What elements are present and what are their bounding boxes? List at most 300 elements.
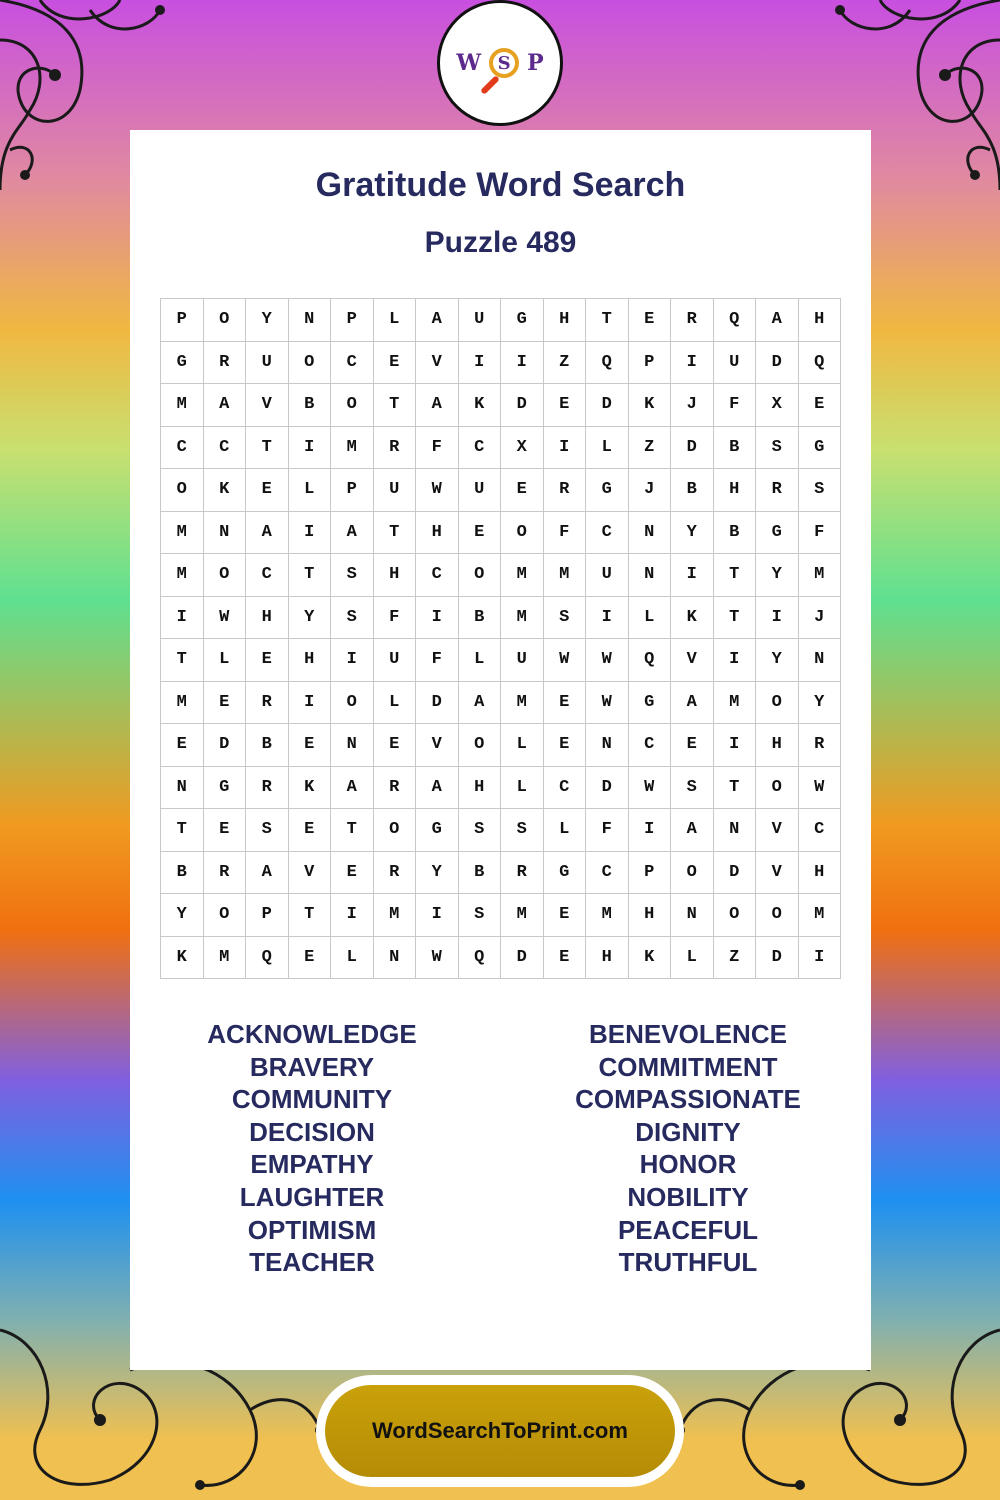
grid-cell[interactable]: Z (628, 426, 671, 469)
grid-cell[interactable]: B (458, 596, 501, 639)
grid-cell[interactable]: T (161, 809, 204, 852)
grid-cell[interactable]: I (586, 596, 629, 639)
word-item: TRUTHFUL (618, 1247, 758, 1278)
grid-cell[interactable]: F (416, 639, 459, 682)
grid-cell[interactable]: R (543, 469, 586, 512)
grid-cell[interactable]: P (331, 469, 374, 512)
grid-cell[interactable]: M (798, 894, 841, 937)
grid-cell[interactable]: C (203, 426, 246, 469)
grid-cell[interactable]: I (161, 596, 204, 639)
grid-cell[interactable]: N (628, 511, 671, 554)
grid-cell[interactable]: H (543, 299, 586, 342)
grid-cell[interactable]: V (416, 724, 459, 767)
grid-cell[interactable]: O (288, 341, 331, 384)
grid-cell[interactable]: I (798, 936, 841, 979)
footer-link[interactable] (325, 1385, 675, 1477)
grid-cell[interactable]: W (628, 766, 671, 809)
grid-cell[interactable]: C (586, 511, 629, 554)
grid-cell[interactable]: S (756, 426, 799, 469)
word-item: COMMUNITY (231, 1084, 393, 1115)
grid-cell[interactable]: U (458, 299, 501, 342)
grid-cell[interactable]: T (331, 809, 374, 852)
grid-cell[interactable]: O (756, 681, 799, 724)
grid-cell[interactable]: O (671, 851, 714, 894)
grid-cell[interactable]: S (501, 809, 544, 852)
grid-cell[interactable]: O (331, 681, 374, 724)
word-item: NOBILITY (627, 1181, 749, 1212)
grid-cell[interactable]: H (246, 596, 289, 639)
puzzle-panel (130, 130, 871, 1370)
grid-cell[interactable]: T (713, 554, 756, 597)
grid-cell[interactable]: E (543, 384, 586, 427)
grid-cell[interactable]: R (798, 724, 841, 767)
grid-cell[interactable]: O (501, 511, 544, 554)
grid-cell[interactable]: Y (671, 511, 714, 554)
grid-cell[interactable]: T (246, 426, 289, 469)
grid-cell[interactable]: E (203, 681, 246, 724)
grid-row (161, 384, 841, 427)
grid-cell[interactable]: W (586, 681, 629, 724)
grid-cell[interactable]: I (458, 341, 501, 384)
grid-cell[interactable]: K (628, 384, 671, 427)
grid-cell[interactable]: M (203, 936, 246, 979)
site-logo[interactable] (437, 0, 563, 126)
grid-cell[interactable]: G (798, 426, 841, 469)
grid-cell[interactable]: G (416, 809, 459, 852)
grid-cell[interactable]: I (331, 894, 374, 937)
grid-cell[interactable]: I (501, 341, 544, 384)
grid-cell[interactable]: A (416, 766, 459, 809)
word-list-right (538, 1018, 838, 1279)
grid-cell[interactable]: D (203, 724, 246, 767)
grid-cell[interactable]: L (543, 809, 586, 852)
grid-cell[interactable]: A (671, 681, 714, 724)
grid-cell[interactable]: L (288, 469, 331, 512)
grid-cell[interactable]: L (458, 639, 501, 682)
grid-cell[interactable]: D (416, 681, 459, 724)
grid-cell[interactable]: F (416, 426, 459, 469)
grid-cell[interactable]: L (331, 936, 374, 979)
grid-cell[interactable]: H (586, 936, 629, 979)
grid-cell[interactable]: H (288, 639, 331, 682)
grid-cell[interactable]: H (713, 469, 756, 512)
grid-cell[interactable]: M (543, 554, 586, 597)
grid-cell[interactable]: O (756, 766, 799, 809)
grid-cell[interactable]: L (501, 724, 544, 767)
grid-cell[interactable]: F (713, 384, 756, 427)
grid-cell[interactable]: I (543, 426, 586, 469)
grid-cell[interactable]: K (458, 384, 501, 427)
grid-cell[interactable]: O (161, 469, 204, 512)
grid-cell[interactable]: M (373, 894, 416, 937)
grid-cell[interactable]: V (288, 851, 331, 894)
grid-cell[interactable]: D (756, 936, 799, 979)
grid-cell[interactable]: B (288, 384, 331, 427)
grid-cell[interactable]: F (586, 809, 629, 852)
grid-cell[interactable]: R (671, 299, 714, 342)
grid-cell[interactable]: L (203, 639, 246, 682)
grid-cell[interactable]: E (628, 299, 671, 342)
grid-cell[interactable]: E (203, 809, 246, 852)
grid-cell[interactable]: N (798, 639, 841, 682)
grid-cell[interactable]: T (288, 554, 331, 597)
grid-cell[interactable]: H (458, 766, 501, 809)
grid-cell[interactable]: J (628, 469, 671, 512)
grid-cell[interactable]: F (798, 511, 841, 554)
grid-cell[interactable]: E (543, 724, 586, 767)
grid-cell[interactable]: W (416, 936, 459, 979)
grid-cell[interactable]: T (373, 384, 416, 427)
grid-cell[interactable]: C (246, 554, 289, 597)
grid-cell[interactable]: U (373, 639, 416, 682)
grid-cell[interactable]: B (671, 469, 714, 512)
grid-cell[interactable]: C (586, 851, 629, 894)
grid-cell[interactable]: M (586, 894, 629, 937)
grid-cell[interactable]: G (161, 341, 204, 384)
grid-row (161, 639, 841, 682)
grid-cell[interactable]: R (373, 851, 416, 894)
grid-cell[interactable]: W (798, 766, 841, 809)
grid-cell[interactable]: Q (246, 936, 289, 979)
grid-cell[interactable]: Q (713, 299, 756, 342)
logo-letter-s: S (497, 52, 511, 74)
grid-cell[interactable]: C (798, 809, 841, 852)
grid-cell[interactable]: N (713, 809, 756, 852)
grid-cell[interactable]: O (713, 894, 756, 937)
grid-cell[interactable]: Q (798, 341, 841, 384)
grid-cell[interactable]: Y (416, 851, 459, 894)
grid-cell[interactable]: C (628, 724, 671, 767)
grid-cell[interactable]: N (203, 511, 246, 554)
grid-row (161, 299, 841, 342)
grid-cell[interactable]: D (671, 426, 714, 469)
grid-cell[interactable]: S (331, 596, 374, 639)
grid-cell[interactable]: M (161, 511, 204, 554)
grid-cell[interactable]: I (671, 341, 714, 384)
grid-cell[interactable]: L (671, 936, 714, 979)
grid-cell[interactable]: D (756, 341, 799, 384)
grid-cell[interactable]: M (161, 554, 204, 597)
grid-cell[interactable]: W (203, 596, 246, 639)
grid-row (161, 936, 841, 979)
grid-cell[interactable]: J (671, 384, 714, 427)
grid-cell[interactable]: A (331, 511, 374, 554)
grid-cell[interactable]: A (416, 299, 459, 342)
grid-cell[interactable]: U (713, 341, 756, 384)
grid-cell[interactable]: E (458, 511, 501, 554)
grid-cell[interactable]: S (458, 809, 501, 852)
grid-cell[interactable]: A (416, 384, 459, 427)
grid-cell[interactable]: S (671, 766, 714, 809)
word-item: PEACEFUL (617, 1214, 759, 1245)
grid-cell[interactable]: W (543, 639, 586, 682)
grid-cell[interactable]: N (671, 894, 714, 937)
grid-cell[interactable]: T (373, 511, 416, 554)
grid-cell[interactable]: I (713, 724, 756, 767)
grid-row (161, 766, 841, 809)
grid-cell[interactable]: E (373, 724, 416, 767)
grid-row (161, 596, 841, 639)
grid-cell[interactable]: H (416, 511, 459, 554)
grid-cell[interactable]: T (713, 596, 756, 639)
grid-cell[interactable]: I (288, 681, 331, 724)
grid-row (161, 809, 841, 852)
grid-cell[interactable]: O (203, 894, 246, 937)
grid-cell[interactable]: P (331, 299, 374, 342)
grid-cell[interactable]: I (713, 639, 756, 682)
grid-cell[interactable]: D (713, 851, 756, 894)
grid-cell[interactable]: F (543, 511, 586, 554)
word-item: ACKNOWLEDGE (207, 1019, 417, 1049)
grid-cell[interactable]: Y (161, 894, 204, 937)
grid-cell[interactable]: Q (628, 639, 671, 682)
grid-cell[interactable]: Q (458, 936, 501, 979)
grid-cell[interactable]: O (756, 894, 799, 937)
grid-cell[interactable]: I (416, 596, 459, 639)
grid-cell[interactable]: E (501, 469, 544, 512)
grid-cell[interactable]: H (628, 894, 671, 937)
grid-row (161, 894, 841, 937)
footer-badge[interactable] (316, 1375, 684, 1487)
grid-cell[interactable]: N (288, 299, 331, 342)
grid-cell[interactable]: D (501, 384, 544, 427)
grid-cell[interactable]: I (416, 894, 459, 937)
word-item: HONOR (639, 1149, 737, 1180)
grid-cell[interactable]: R (203, 851, 246, 894)
grid-cell[interactable]: U (501, 639, 544, 682)
grid-cell[interactable]: E (288, 936, 331, 979)
grid-cell[interactable]: O (458, 554, 501, 597)
grid-cell[interactable]: E (373, 341, 416, 384)
grid-cell[interactable]: U (246, 341, 289, 384)
grid-cell[interactable]: V (671, 639, 714, 682)
grid-cell[interactable]: X (756, 384, 799, 427)
word-item: COMPASSIONATE (575, 1084, 801, 1115)
grid-cell[interactable]: H (798, 299, 841, 342)
grid-cell[interactable]: U (458, 469, 501, 512)
grid-cell[interactable]: W (586, 639, 629, 682)
grid-cell[interactable]: Y (246, 299, 289, 342)
grid-cell[interactable]: R (373, 766, 416, 809)
word-list-left (162, 1018, 462, 1279)
grid-cell[interactable]: T (586, 299, 629, 342)
grid-cell[interactable]: N (628, 554, 671, 597)
grid-cell[interactable]: C (161, 426, 204, 469)
grid-cell[interactable]: R (203, 341, 246, 384)
grid-row (161, 724, 841, 767)
grid-cell[interactable]: U (373, 469, 416, 512)
grid-cell[interactable]: S (246, 809, 289, 852)
logo-letter-p: P (527, 50, 544, 76)
grid-cell[interactable]: Y (288, 596, 331, 639)
grid-row (161, 681, 841, 724)
grid-cell[interactable]: Z (543, 341, 586, 384)
grid-cell[interactable]: M (798, 554, 841, 597)
grid-cell[interactable]: M (331, 426, 374, 469)
grid-row (161, 511, 841, 554)
grid-cell[interactable]: U (586, 554, 629, 597)
word-item: LAUGHTER (239, 1181, 385, 1212)
grid-cell[interactable]: E (161, 724, 204, 767)
logo-letter-w: W (456, 50, 482, 76)
grid-cell[interactable]: A (756, 299, 799, 342)
grid-cell[interactable]: M (161, 384, 204, 427)
grid-cell[interactable]: A (458, 681, 501, 724)
grid-cell[interactable]: G (756, 511, 799, 554)
grid-row (161, 426, 841, 469)
grid-cell[interactable]: H (756, 724, 799, 767)
footer-site-name: WordSearchToPrint.com (372, 1418, 628, 1443)
grid-cell[interactable]: G (628, 681, 671, 724)
grid-cell[interactable]: S (458, 894, 501, 937)
grid-cell[interactable]: L (628, 596, 671, 639)
word-item: OPTIMISM (247, 1214, 377, 1245)
grid-cell[interactable]: B (458, 851, 501, 894)
grid-cell[interactable]: Y (756, 639, 799, 682)
grid-cell[interactable]: L (586, 426, 629, 469)
grid-cell[interactable]: E (543, 894, 586, 937)
grid-cell[interactable]: V (756, 851, 799, 894)
puzzle-number: Puzzle 489 (424, 226, 577, 259)
grid-cell[interactable]: H (373, 554, 416, 597)
grid-cell[interactable]: L (373, 681, 416, 724)
grid-cell[interactable]: A (671, 809, 714, 852)
magnifier-icon (489, 48, 519, 78)
grid-cell[interactable]: E (543, 936, 586, 979)
grid-cell[interactable]: S (543, 596, 586, 639)
grid-cell[interactable]: I (288, 426, 331, 469)
grid-cell[interactable]: V (246, 384, 289, 427)
grid-cell[interactable]: D (586, 384, 629, 427)
grid-cell[interactable]: O (331, 384, 374, 427)
grid-cell[interactable]: X (501, 426, 544, 469)
grid-cell[interactable]: G (586, 469, 629, 512)
grid-cell[interactable]: T (288, 894, 331, 937)
grid-cell[interactable]: E (543, 681, 586, 724)
grid-cell[interactable]: M (501, 596, 544, 639)
grid-cell[interactable]: E (288, 809, 331, 852)
grid-cell[interactable]: G (501, 299, 544, 342)
grid-cell[interactable]: A (203, 384, 246, 427)
grid-cell[interactable]: I (288, 511, 331, 554)
grid-cell[interactable]: V (416, 341, 459, 384)
grid-cell[interactable]: S (798, 469, 841, 512)
grid-cell[interactable]: I (671, 554, 714, 597)
grid-cell[interactable]: L (501, 766, 544, 809)
grid-cell[interactable]: A (246, 851, 289, 894)
grid-cell[interactable]: A (331, 766, 374, 809)
grid-cell[interactable]: O (458, 724, 501, 767)
grid-cell[interactable]: D (501, 936, 544, 979)
word-item: TEACHER (249, 1247, 375, 1278)
word-item: BRAVERY (249, 1051, 375, 1082)
grid-cell[interactable]: R (246, 681, 289, 724)
grid-cell[interactable]: O (373, 809, 416, 852)
grid-cell[interactable]: K (203, 469, 246, 512)
grid-cell[interactable]: O (203, 554, 246, 597)
grid-cell[interactable]: Z (713, 936, 756, 979)
grid-cell[interactable]: P (628, 851, 671, 894)
word-item: DECISION (249, 1116, 375, 1147)
grid-cell[interactable]: K (288, 766, 331, 809)
letter-grid (160, 298, 841, 979)
grid-cell[interactable]: K (628, 936, 671, 979)
word-item: DIGNITY (635, 1116, 741, 1147)
grid-cell[interactable]: B (713, 511, 756, 554)
grid-cell[interactable]: M (713, 681, 756, 724)
grid-cell[interactable]: B (246, 724, 289, 767)
grid-cell[interactable]: Q (586, 341, 629, 384)
grid-cell[interactable]: P (628, 341, 671, 384)
grid-cell[interactable]: D (586, 766, 629, 809)
grid-cell[interactable]: C (416, 554, 459, 597)
grid-cell[interactable]: T (713, 766, 756, 809)
grid-cell[interactable]: J (798, 596, 841, 639)
grid-cell[interactable]: P (161, 299, 204, 342)
grid-cell[interactable]: E (246, 469, 289, 512)
grid-cell[interactable]: P (246, 894, 289, 937)
grid-cell[interactable]: I (756, 596, 799, 639)
grid-cell[interactable]: F (373, 596, 416, 639)
grid-cell[interactable]: R (246, 766, 289, 809)
grid-cell[interactable]: V (756, 809, 799, 852)
grid-row (161, 469, 841, 512)
grid-cell[interactable]: H (798, 851, 841, 894)
grid-cell[interactable]: C (458, 426, 501, 469)
grid-cell[interactable]: I (628, 809, 671, 852)
grid-cell[interactable]: M (501, 554, 544, 597)
grid-cell[interactable]: N (331, 724, 374, 767)
grid-cell[interactable]: L (373, 299, 416, 342)
word-item: COMMITMENT (598, 1051, 778, 1082)
grid-row (161, 851, 841, 894)
grid-cell[interactable]: I (331, 639, 374, 682)
grid-cell[interactable]: K (671, 596, 714, 639)
grid-cell[interactable]: R (373, 426, 416, 469)
grid-cell[interactable]: G (543, 851, 586, 894)
grid-cell[interactable]: K (161, 936, 204, 979)
grid-cell[interactable]: C (543, 766, 586, 809)
grid-cell[interactable]: E (331, 851, 374, 894)
grid-cell[interactable]: M (501, 894, 544, 937)
grid-cell[interactable]: O (203, 299, 246, 342)
grid-cell[interactable]: N (373, 936, 416, 979)
grid-cell[interactable]: B (713, 426, 756, 469)
grid-cell[interactable]: E (288, 724, 331, 767)
grid-cell[interactable]: M (501, 681, 544, 724)
grid-cell[interactable]: Y (798, 681, 841, 724)
word-item: BENEVOLENCE (589, 1019, 787, 1049)
grid-cell[interactable]: Y (756, 554, 799, 597)
grid-cell[interactable]: W (416, 469, 459, 512)
grid-cell[interactable]: N (586, 724, 629, 767)
grid-cell[interactable]: B (161, 851, 204, 894)
grid-cell[interactable]: M (161, 681, 204, 724)
grid-cell[interactable]: E (671, 724, 714, 767)
grid-cell[interactable]: R (501, 851, 544, 894)
grid-cell[interactable]: R (756, 469, 799, 512)
grid-cell[interactable]: A (246, 511, 289, 554)
grid-cell[interactable]: E (798, 384, 841, 427)
grid-cell[interactable]: G (203, 766, 246, 809)
grid-cell[interactable]: N (161, 766, 204, 809)
grid-cell[interactable]: C (331, 341, 374, 384)
grid-cell[interactable]: T (161, 639, 204, 682)
grid-cell[interactable]: E (246, 639, 289, 682)
grid-row (161, 341, 841, 384)
page-title: Gratitude Word Search (315, 166, 686, 204)
grid-cell[interactable]: S (331, 554, 374, 597)
